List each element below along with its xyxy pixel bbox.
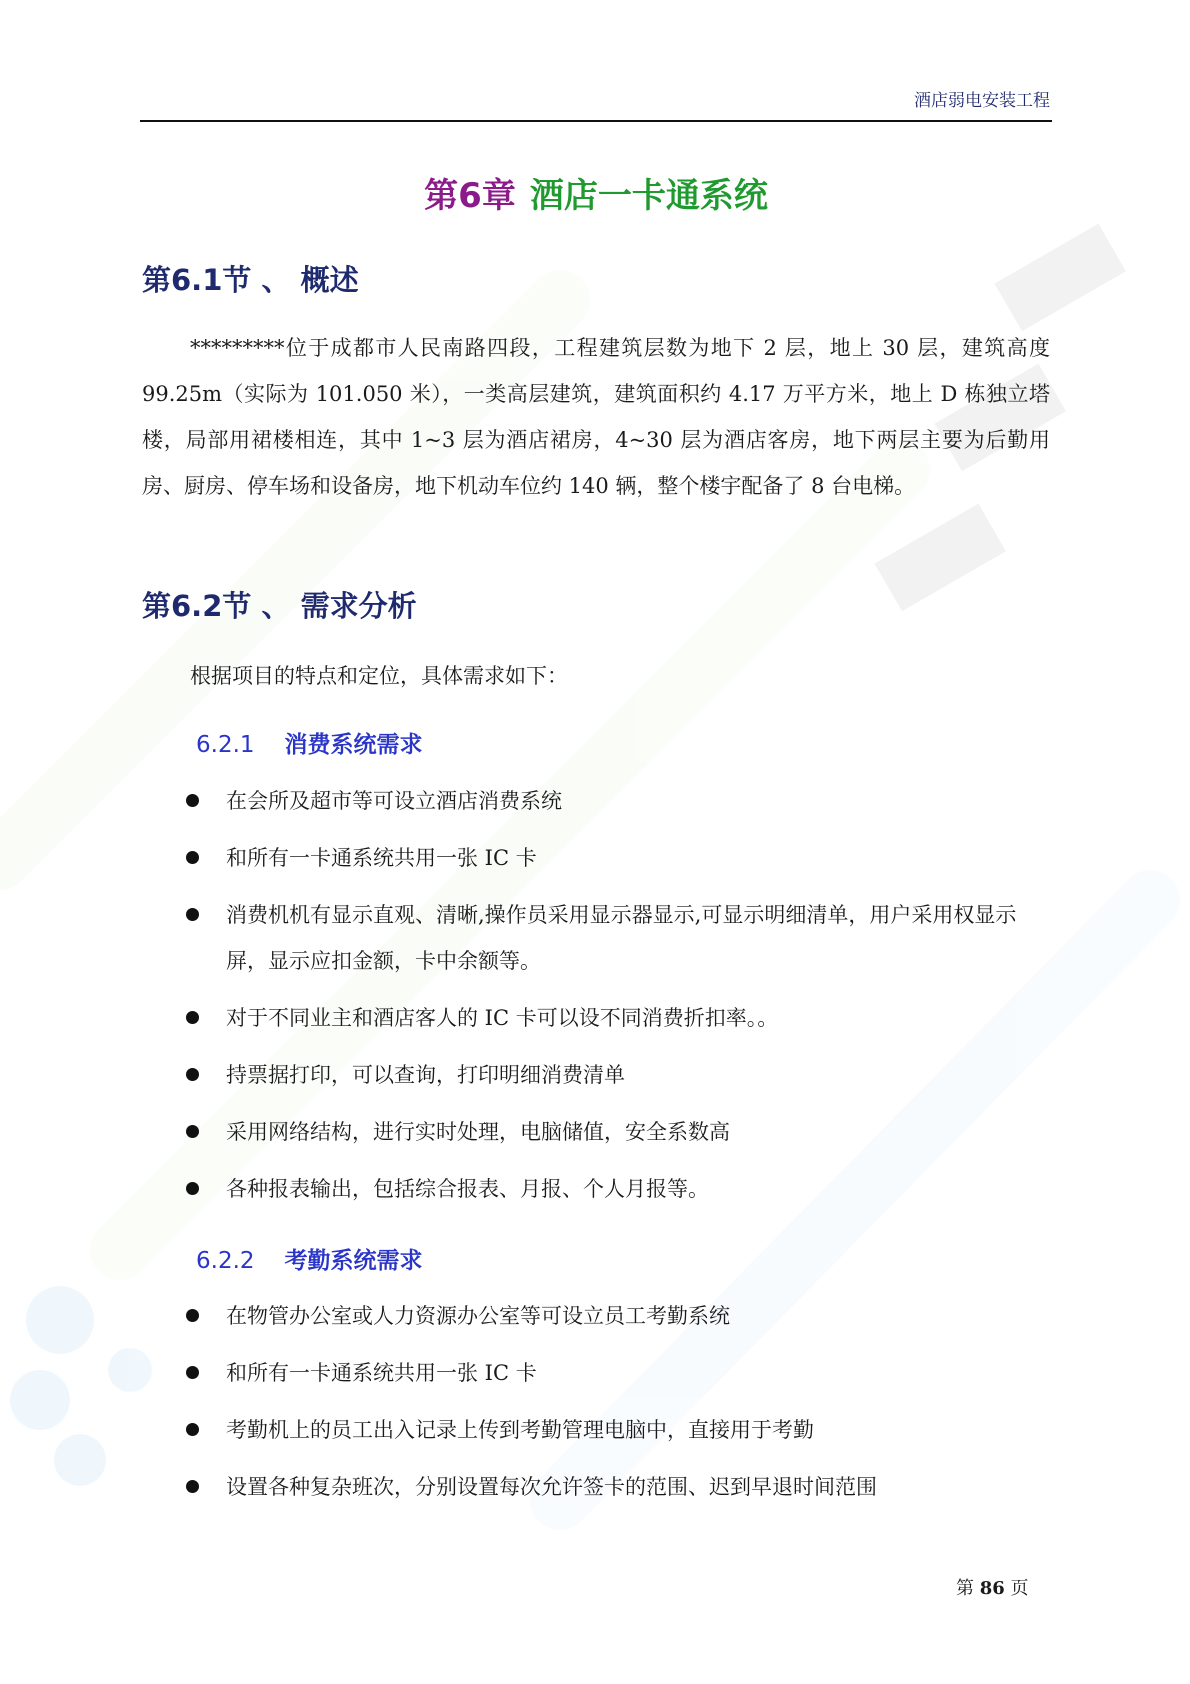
- section-title-overview: 第6.1节 、 概述: [142, 263, 359, 297]
- subsection-title-attendance: [196, 1242, 423, 1275]
- chapter-name: 酒店一卡通系统: [529, 176, 768, 216]
- bullet-icon: [186, 851, 199, 864]
- bullet-icon: [186, 1182, 199, 1195]
- page-number: 第 86 页: [956, 1578, 1029, 1599]
- list-item: 采用网络结构，进行实时处理，电脑储值，安全系数高: [186, 1109, 1052, 1155]
- bullet-icon: [186, 1068, 199, 1081]
- bullet-icon: [186, 1011, 199, 1024]
- list-item: 和所有一卡通系统共用一张 IC 卡: [186, 835, 1052, 881]
- subsection-name: 考勤系统需求: [284, 1247, 423, 1274]
- bullet-icon: [186, 1480, 199, 1493]
- chapter-title: [140, 168, 1052, 217]
- list-item: 对于不同业主和酒店客人的 IC 卡可以设不同消费折扣率。。: [186, 995, 1052, 1041]
- chapter-number: 第6章: [424, 176, 516, 216]
- list-item: 消费机机有显示直观、清晰,操作员采用显示器显示,可显示明细清单，用户采用权显示屏，显示应扣金额，卡中余额等。: [186, 892, 1052, 984]
- subsection-title-consumption: [196, 726, 423, 759]
- attendance-list: [186, 1293, 1052, 1521]
- list-item: 持票据打印，可以查询，打印明细消费清单: [186, 1052, 1052, 1098]
- list-item: 在会所及超市等可设立酒店消费系统: [186, 778, 1052, 824]
- subsection-name: 消费系统需求: [284, 731, 423, 758]
- list-item: 各种报表输出，包括综合报表、月报、个人月报等。: [186, 1166, 1052, 1212]
- list-item: 在物管办公室或人力资源办公室等可设立员工考勤系统: [186, 1293, 1052, 1339]
- running-header: 酒店弱电安装工程: [914, 91, 1050, 111]
- overview-paragraph: *********位于成都市人民南路四段，工程建筑层数为地下 2 层，地上 30 层，建筑高度 99.25m（实际为 101.050 米），一类高层建筑，建筑面积约 4.17 万平方米，地上 D 栋独立塔楼，局部用裙楼相连，其中 1~3 层为酒店裙房，4~30 层为酒店客房，地下两层主要为后勤用房、厨房、停车场和设备房，地下机动车位约 140 辆，整个楼宇配备了 8 台电梯。: [142, 336, 1050, 498]
- requirements-lead: 根据项目的特点和定位，具体需求如下：: [190, 664, 568, 688]
- section-title-requirements: 第6.2节 、 需求分析: [142, 589, 417, 623]
- list-item: 考勤机上的员工出入记录上传到考勤管理电脑中，直接用于考勤: [186, 1407, 1052, 1453]
- consumption-list: [186, 778, 1052, 1223]
- list-item: 和所有一卡通系统共用一张 IC 卡: [186, 1350, 1052, 1396]
- bullet-icon: [186, 1366, 199, 1379]
- bullet-icon: [186, 1125, 199, 1138]
- subsection-number: 6.2.1: [196, 732, 255, 758]
- bullet-icon: [186, 1423, 199, 1436]
- header-rule: [140, 120, 1052, 122]
- bullet-icon: [186, 1309, 199, 1322]
- bullet-icon: [186, 794, 199, 807]
- list-item: 设置各种复杂班次，分别设置每次允许签卡的范围、迟到早退时间范围: [186, 1464, 1052, 1510]
- bullet-icon: [186, 908, 199, 921]
- subsection-number: 6.2.2: [196, 1248, 255, 1274]
